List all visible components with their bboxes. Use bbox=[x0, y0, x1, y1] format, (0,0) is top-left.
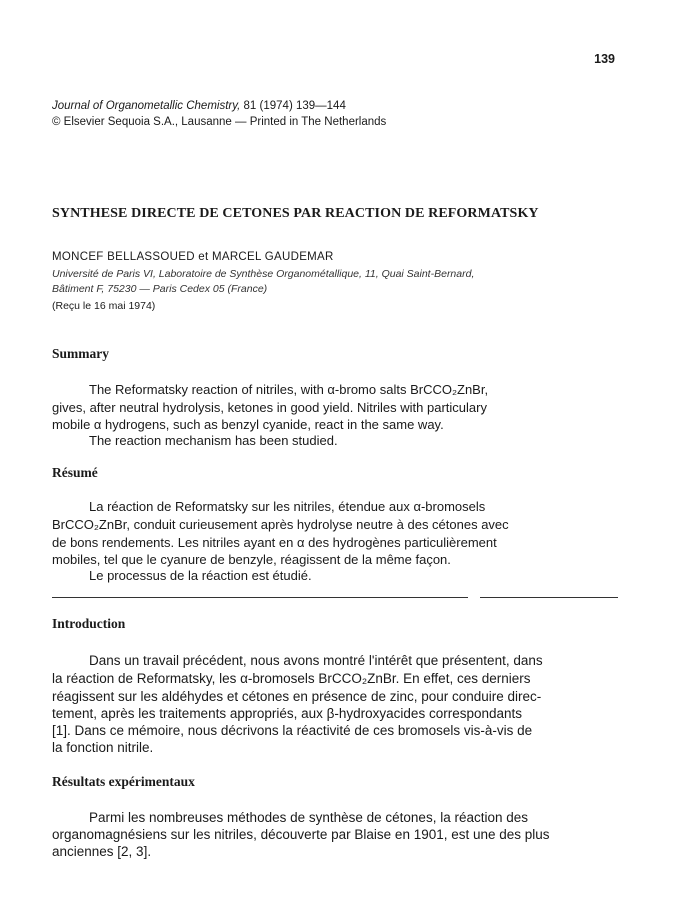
introduction-line-4: tement, après les traitements appropriés, aux β-hydroxyacides correspondants bbox=[52, 706, 522, 721]
summary-line-2: gives, after neutral hydrolysis, ketones in good yield. Nitriles with particulary bbox=[52, 400, 487, 415]
summary-line-3: mobile α hydrogens, such as benzyl cyanide, react in the same way. bbox=[52, 417, 444, 432]
summary-heading: Summary bbox=[52, 346, 109, 361]
results-line-1: Parmi les nombreuses méthodes de synthèse de cétones, la réaction des bbox=[89, 810, 528, 825]
section-divider-left bbox=[52, 597, 468, 598]
resume-line-1: La réaction de Reformatsky sur les nitriles, étendue aux α-bromosels bbox=[89, 499, 486, 514]
introduction-line-5: [1]. Dans ce mémoire, nous décrivons la réactivité de ces bromosels vis-à-vis de bbox=[52, 723, 533, 738]
summary-line-1: The Reformatsky reaction of nitriles, with α-bromo salts BrCCO₂ZnBr, bbox=[89, 382, 489, 397]
resume-line-3: de bons rendements. Les nitriles ayant en α des hydrogènes particulièrement bbox=[52, 535, 497, 550]
page-number: 139 bbox=[594, 52, 615, 66]
resume-heading: Résumé bbox=[52, 465, 98, 480]
affiliation-line-2: Bâtiment F, 75230 — Paris Cedex 05 (France) bbox=[52, 283, 268, 295]
resume-line-4: mobiles, tel que le cyanure de benzyle, réagissent de la même façon. bbox=[52, 552, 451, 567]
results-line-2: organomagnésiens sur les nitriles, découverte par Blaise en 1901, est une des plus bbox=[52, 827, 550, 842]
received-date: (Reçu le 16 mai 1974) bbox=[52, 300, 156, 312]
introduction-line-6: la fonction nitrile. bbox=[52, 740, 154, 755]
introduction-line-2: la réaction de Reformatsky, les α-bromosels BrCCO₂ZnBr. En effet, ces derniers bbox=[52, 671, 531, 686]
introduction-line-3: réagissent sur les aldéhydes et cétones en présence de zinc, pour conduire direc- bbox=[52, 689, 542, 704]
affiliation-line-1: Université de Paris VI, Laboratoire de Synthèse Organométallique, 11, Quai Saint-Bernard, bbox=[52, 268, 475, 280]
authors: MONCEF BELLASSOUED et MARCEL GAUDEMAR bbox=[52, 251, 334, 263]
journal-citation bbox=[52, 99, 346, 113]
journal-name: Journal of Organometallic Chemistry, bbox=[52, 100, 241, 112]
copyright-line: © Elsevier Sequoia S.A., Lausanne — Printed in The Netherlands bbox=[52, 116, 387, 128]
resume-line-5: Le processus de la réaction est étudié. bbox=[89, 568, 312, 583]
introduction-line-1: Dans un travail précédent, nous avons montré l'intérêt que présentent, dans bbox=[89, 653, 543, 668]
introduction-heading: Introduction bbox=[52, 616, 126, 631]
article-title: SYNTHESE DIRECTE DE CETONES PAR REACTION DE REFORMATSKY bbox=[52, 206, 539, 221]
journal-volume: 81 (1974) 139—144 bbox=[240, 100, 346, 112]
resume-line-2: BrCCO₂ZnBr, conduit curieusement après hydrolyse neutre à des cétones avec bbox=[52, 517, 509, 532]
summary-line-4: The reaction mechanism has been studied. bbox=[89, 433, 338, 448]
results-line-3: anciennes [2, 3]. bbox=[52, 844, 152, 859]
section-divider-right bbox=[480, 597, 618, 598]
results-heading: Résultats expérimentaux bbox=[52, 774, 195, 789]
